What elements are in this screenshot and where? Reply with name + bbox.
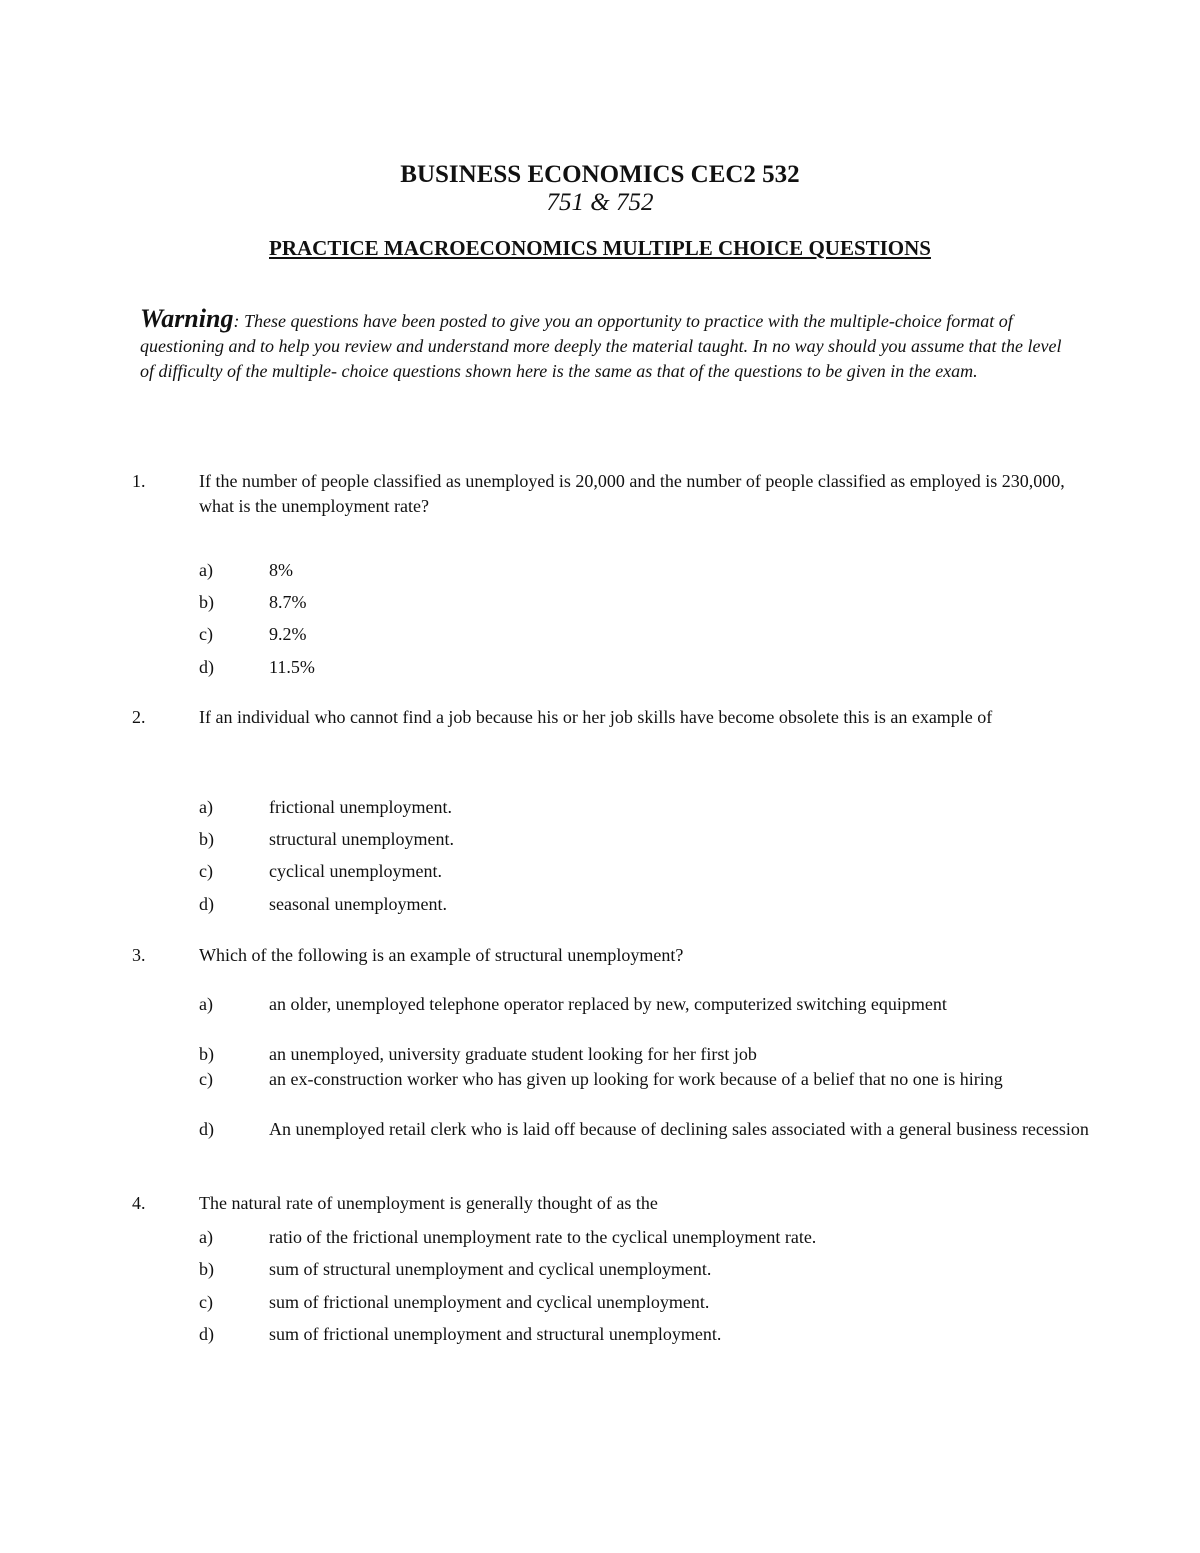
option-text: An unemployed retail clerk who is laid off because of declining sales associated with a general business recession (269, 1119, 1089, 1139)
option-text: an ex-construction worker who has given up looking for work because of a belief that no one is hiring (269, 1069, 1003, 1089)
option-text: 9.2% (269, 624, 307, 644)
option-letter: a) (199, 1227, 213, 1247)
option-text: structural unemployment. (269, 829, 454, 849)
warning-text: : These questions have been posted to give you an opportunity to practice with the multiple-choice format of questioning and to help you review and understand more deeply the material taught. In no way should you assume that the level of difficulty of the multiple- choice questions shown here is the same as that of the questions to be given in the exam. (140, 311, 1062, 381)
option-text: an unemployed, university graduate student looking for her first job (269, 1044, 757, 1064)
course-title: BUSINESS ECONOMICS CEC2 532 (400, 161, 800, 188)
question-number: 1. (132, 471, 146, 491)
option-letter: d) (199, 1324, 214, 1344)
option-letter: a) (199, 560, 213, 580)
option-text: sum of frictional unemployment and structural unemployment. (269, 1324, 722, 1344)
warning-paragraph (140, 306, 1070, 384)
option-letter: c) (199, 1069, 213, 1089)
option-letter: b) (199, 592, 214, 612)
option-text: cyclical unemployment. (269, 861, 442, 881)
question-text: The natural rate of unemployment is generally thought of as the (199, 1193, 658, 1213)
option-text: sum of frictional unemployment and cyclical unemployment. (269, 1292, 710, 1312)
question-text: If the number of people classified as unemployed is 20,000 and the number of people classified as employed is 230,000, what is the unemployment rate? (199, 471, 1065, 516)
document-subtitle: PRACTICE MACROECONOMICS MULTIPLE CHOICE QUESTIONS (269, 236, 931, 260)
option-letter: b) (199, 829, 214, 849)
option-text: 8% (269, 560, 293, 580)
option-text: frictional unemployment. (269, 797, 452, 817)
option-text: ratio of the frictional unemployment rate to the cyclical unemployment rate. (269, 1227, 817, 1247)
option-text: sum of structural unemployment and cyclical unemployment. (269, 1259, 712, 1279)
option-letter: a) (199, 797, 213, 817)
option-letter: a) (199, 994, 213, 1014)
question-number: 2. (132, 707, 146, 727)
question-number: 4. (132, 1193, 146, 1213)
option-letter: c) (199, 1292, 213, 1312)
question-number: 3. (132, 945, 146, 965)
warning-label: Warning (140, 304, 234, 333)
question-text: If an individual who cannot find a job because his or her job skills have become obsolete this is an example of (199, 707, 993, 727)
section-numbers: 751 & 752 (546, 189, 654, 216)
option-text: 11.5% (269, 657, 315, 677)
option-letter: c) (199, 624, 213, 644)
question-text: Which of the following is an example of structural unemployment? (199, 945, 684, 965)
option-letter: d) (199, 1119, 214, 1139)
option-letter: b) (199, 1259, 214, 1279)
option-letter: c) (199, 861, 213, 881)
option-letter: b) (199, 1044, 214, 1064)
option-text: an older, unemployed telephone operator replaced by new, computerized switching equipment (269, 994, 947, 1014)
option-letter: d) (199, 657, 214, 677)
option-text: seasonal unemployment. (269, 894, 447, 914)
option-letter: d) (199, 894, 214, 914)
option-text: 8.7% (269, 592, 307, 612)
